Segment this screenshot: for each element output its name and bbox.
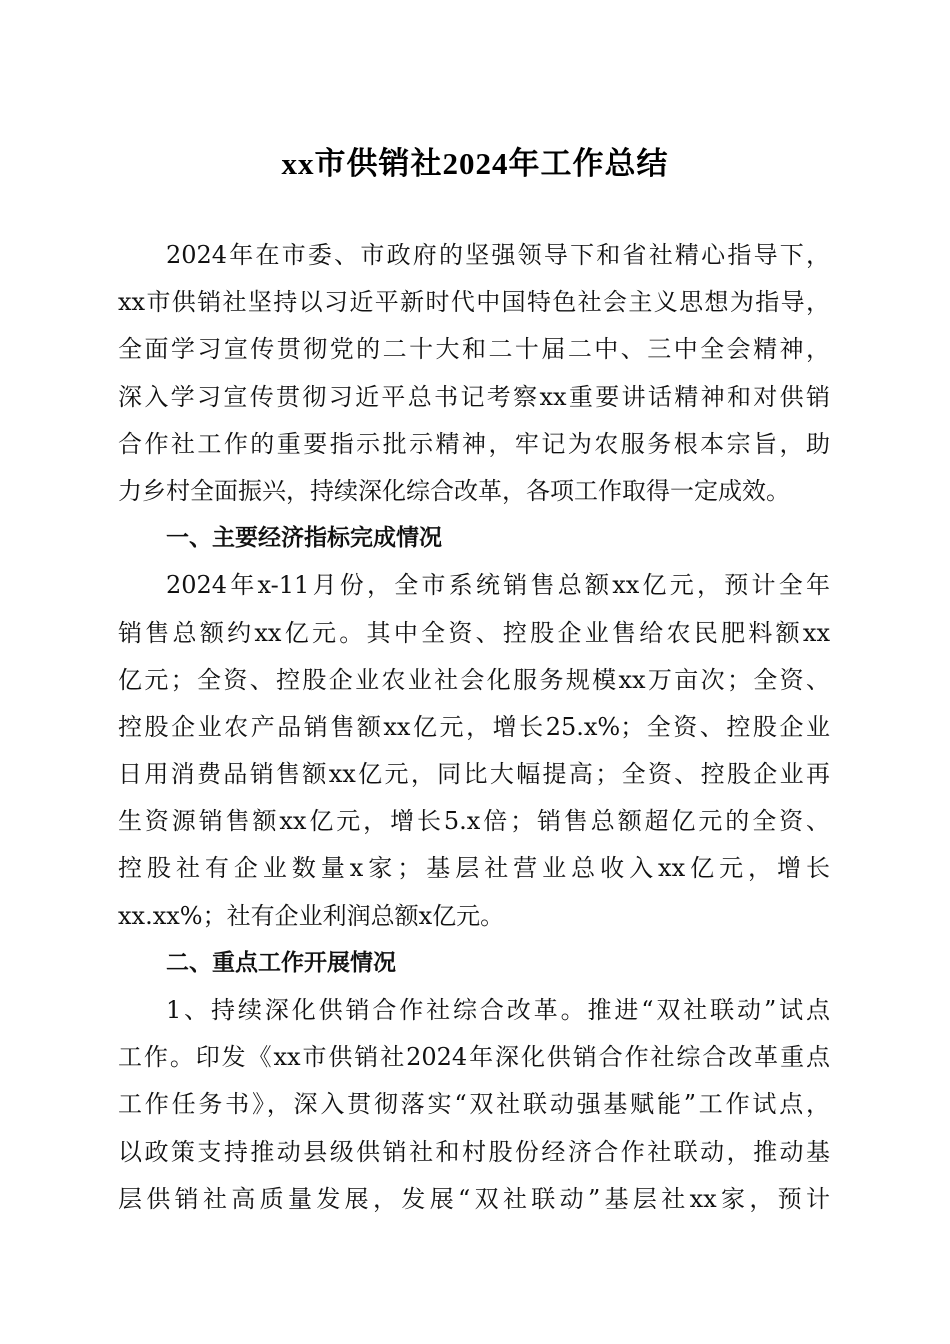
- document-title: xx市供销社2024年工作总结: [281, 146, 669, 181]
- paragraph-line: 全面学习宣传贯彻党的二十大和二十届二中、三中全会精神，: [118, 335, 830, 364]
- paragraph-line: 亿元；全资、控股企业农业社会化服务规模xx万亩次；全资、: [118, 665, 830, 694]
- paragraph-line: 销售总额约xx亿元。其中全资、控股企业售给农民肥料额xx: [118, 618, 830, 647]
- paragraph-line: 2024年在市委、市政府的坚强领导下和省社精心指导下，: [166, 241, 830, 269]
- paragraph-line: 控股社有企业数量x家；基层社营业总收入xx亿元，增长: [118, 854, 830, 883]
- paragraph-line: 合作社工作的重要指示批示精神，牢记为农服务根本宗旨，助: [118, 429, 830, 458]
- section-heading: 二、重点工作开展情况: [166, 949, 396, 976]
- paragraph-line: 生资源销售额xx亿元，增长5.x倍；销售总额超亿元的全资、: [118, 807, 830, 836]
- paragraph-line: xx市供销社坚持以习近平新时代中国特色社会主义思想为指导，: [118, 288, 830, 317]
- paragraph-line: xx.xx%；社有企业利润总额x亿元。: [118, 901, 505, 930]
- paragraph-line: 以政策支持推动县级供销社和村股份经济合作社联动，推动基: [118, 1137, 830, 1166]
- paragraph-line: 1、持续深化供销合作社综合改革。推进“双社联动”试点: [166, 996, 830, 1024]
- paragraph-line: 层供销社高质量发展，发展“双社联动”基层社xx家，预计: [118, 1184, 830, 1213]
- paragraph-line: 2024年x-11月份，全市系统销售总额xx亿元，预计全年: [166, 571, 830, 600]
- paragraph-line: 工作任务书》，深入贯彻落实“双社联动强基赋能”工作试点，: [118, 1090, 830, 1119]
- paragraph-line: 深入学习宣传贯彻习近平总书记考察xx重要讲话精神和对供销: [118, 382, 830, 411]
- paragraph-line: 工作。印发《xx市供销社2024年深化供销合作社综合改革重点: [118, 1043, 830, 1072]
- section-heading: 一、主要经济指标完成情况: [166, 525, 442, 552]
- paragraph-line: 控股企业农产品销售额xx亿元，增长25.x%；全资、控股企业: [118, 712, 830, 741]
- paragraph-line: 日用消费品销售额xx亿元，同比大幅提高；全资、控股企业再: [118, 760, 830, 789]
- document-body: [118, 232, 830, 1223]
- paragraph-line: 力乡村全面振兴，持续深化综合改革，各项工作取得一定成效。: [118, 476, 790, 505]
